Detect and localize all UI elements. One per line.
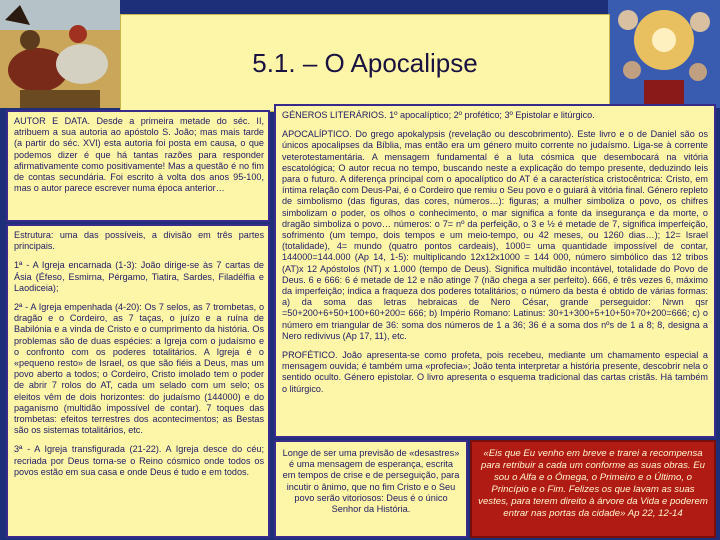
quote-text: «Eis que Eu venho em breve e trarei a recompensa para retribuir a cada um conforme as suas obras. Eu sou o Alfa e o Ómega, o Primeiro e o Último, o Princípio e o Fim. Felizes os que lavam as suas vestes, para terem direito à árvore da Vida e poderem entrar nas portas da cidade» [478, 448, 708, 519]
page-title: 5.1. – O Apocalipse [252, 47, 478, 78]
apocalyptic-text: APOCALÍPTICO. Do grego apokalypsis (revelação ou descobrimento). Este livro e o de Daniel são os únicos apocalipses da Bíblia, mas então era um género muito corrente no judaísmo. Liga-se à corrente veterotestamentária. A mensagem fundamental é a luta cósmica que desembocará na vitória escatológica; O autor recua no tempo, buscando neste a explicação do tempo presente, deduzindo leis para o futuro. A diferença principal com o apocalíptico do AT é a característica cristocêntrica: Cristo, em íntima relação com Deus-Pai, é o Cordeiro que remiu o Seu povo e o guiará à vitória final. Género repleto de simbolismo (das figuras, das cores, números…): figuras; a mulher simboliza o povo, os chifres simbolizam o poder, os olhos o conhecimento, o mar significa a fonte da insegurança e da morte, o dragão simboliza o povo… números: o 7= nº da perfeição, o 3 e ½ é metade de 7, significa imperfeição, sofrimento (um tempo, dois tempos e um meio-tempo, ou 42 meses, ou 1260 dias…); 12= Israel (totalidade), 4= mundo (quatro pontos cardeais), 1000= uma quantidade impossível de contar, 144000=144.000 (Ap 14, 1-5): multiplicando 12x12x1000 = 144 000, número simbólico das 12 tribos (AT)x 12 Apóstolos (NT) x 1.000 (tempo de Deus). Significa multidão incontável, totalidade do Povo de Deus. 6 e 666: 6 é metade de 12 e não atinge 7 (não chega a ser perfeito). 666, é três vezes 6, máximo da imperfeição; indica a fraqueza dos poderes totalitários; o número da besta é obtido de várias formas: a) da soma das letras hebraicas de Nero César, grande perseguidor: Nrwn qsr =50+200+6+50+100+60+200= 666; b) Império Romano: Latinus: 30+1+300+5+10+50+70+200=666; c) o número em triangular de 36: soma dos números de 1 a 36; 36 é a soma dos nºs de 1 a 8; 8, designa a Nero redivivus (Ap 17, 11), etc. [282, 129, 708, 341]
message-text: Longe de ser uma previsão de «desastres» é uma mensagem de esperança, escrita em tempos de crise e de perseguição, para incutir o ânimo, que no fim Cristo e o Seu povo serão vitoriosos: Deus é o único Senhor da História. [282, 448, 460, 515]
author-date-text: AUTOR E DATA. Desde a primeira metade do séc. II, atribuem a sua autoria ao apóstolo S. João; mas mais tarde (a partir do séc. XVI) esta autoria foi posta em causa, o que podemos dizer é que há tantas razões para responder afirmativamente como positivamente! Mas a questão é no fim de contas secundária. Foi escrito à volta dos anos 95-100, mas o autor parece escrever numa época anterior… [14, 116, 264, 194]
structure-part-2: 2ª - A Igreja empenhada (4-20): Os 7 selos, as 7 trombetas, o dragão e o Cordeiro, as 7 taças, o juízo e a ruína de Babilónia e a vinda de Cristo e o cumprimento da história. Os problemas são de duas espécies: a Igreja com o judaísmo e o confronto com os poderes totalitários. A Igreja é o «pequeno resto» de Israel, os que são fiéis a Deus, mas um povo aberto a todos; o Cordeiro, Cristo imolado tem o poder de abrir 7 rolos do AT, cada um selado com um selo; os eleitos vêm de dois horizontes: do judaísmo (144000) e do paganismo (multidão impossível de contar). 7 toques das trombetas: efeitos terrestres dos acontecimentos; as Bestas são os sistemas totalitários, etc. [14, 302, 264, 436]
genres-text: GÉNEROS LITERÁRIOS. 1º apocalíptico; 2º profético; 3º Epistolar e litúrgico. [282, 110, 595, 120]
prophetic-text: PROFÉTICO. João apresenta-se como profeta, pois recebeu, mediante um chamamento especial a mensagem ouvida; é também uma «profecia»; João tenta interpretar a história presente, descobrir nela o sentido oculto. Género epistolar. O livro apresenta o esquema tradicional das cartas cristãs. Há também o litúrgico. [282, 350, 708, 394]
structure-part-1: 1ª - A Igreja encarnada (1-3): João dirige-se às 7 cartas de Ásia (Éfeso, Esmirna, Pérgamo, Tiatira, Sardes, Filadélfia e Laodiceia); [14, 260, 264, 293]
title-banner [120, 14, 610, 112]
structure-part-3: 3ª - A Igreja transfigurada (21-22). A Igreja desce do céu; recriada por Deus torna-se o Reino cósmico onde todos os povos estão em sua casa e onde Deus é tudo e em todos. [14, 444, 264, 477]
structure-intro: Estrutura: uma das possíveis, a divisão em três partes principais. [14, 230, 264, 252]
structure-panel [6, 224, 270, 538]
quote-block [478, 448, 708, 520]
quote-reference: Ap 22, 12-14 [627, 508, 683, 519]
horsemen-illustration [0, 0, 120, 108]
quote-panel [470, 440, 716, 538]
literary-genres-panel [274, 104, 716, 438]
author-date-panel [6, 110, 270, 222]
message-panel [274, 440, 468, 538]
angels-illustration [608, 0, 720, 108]
